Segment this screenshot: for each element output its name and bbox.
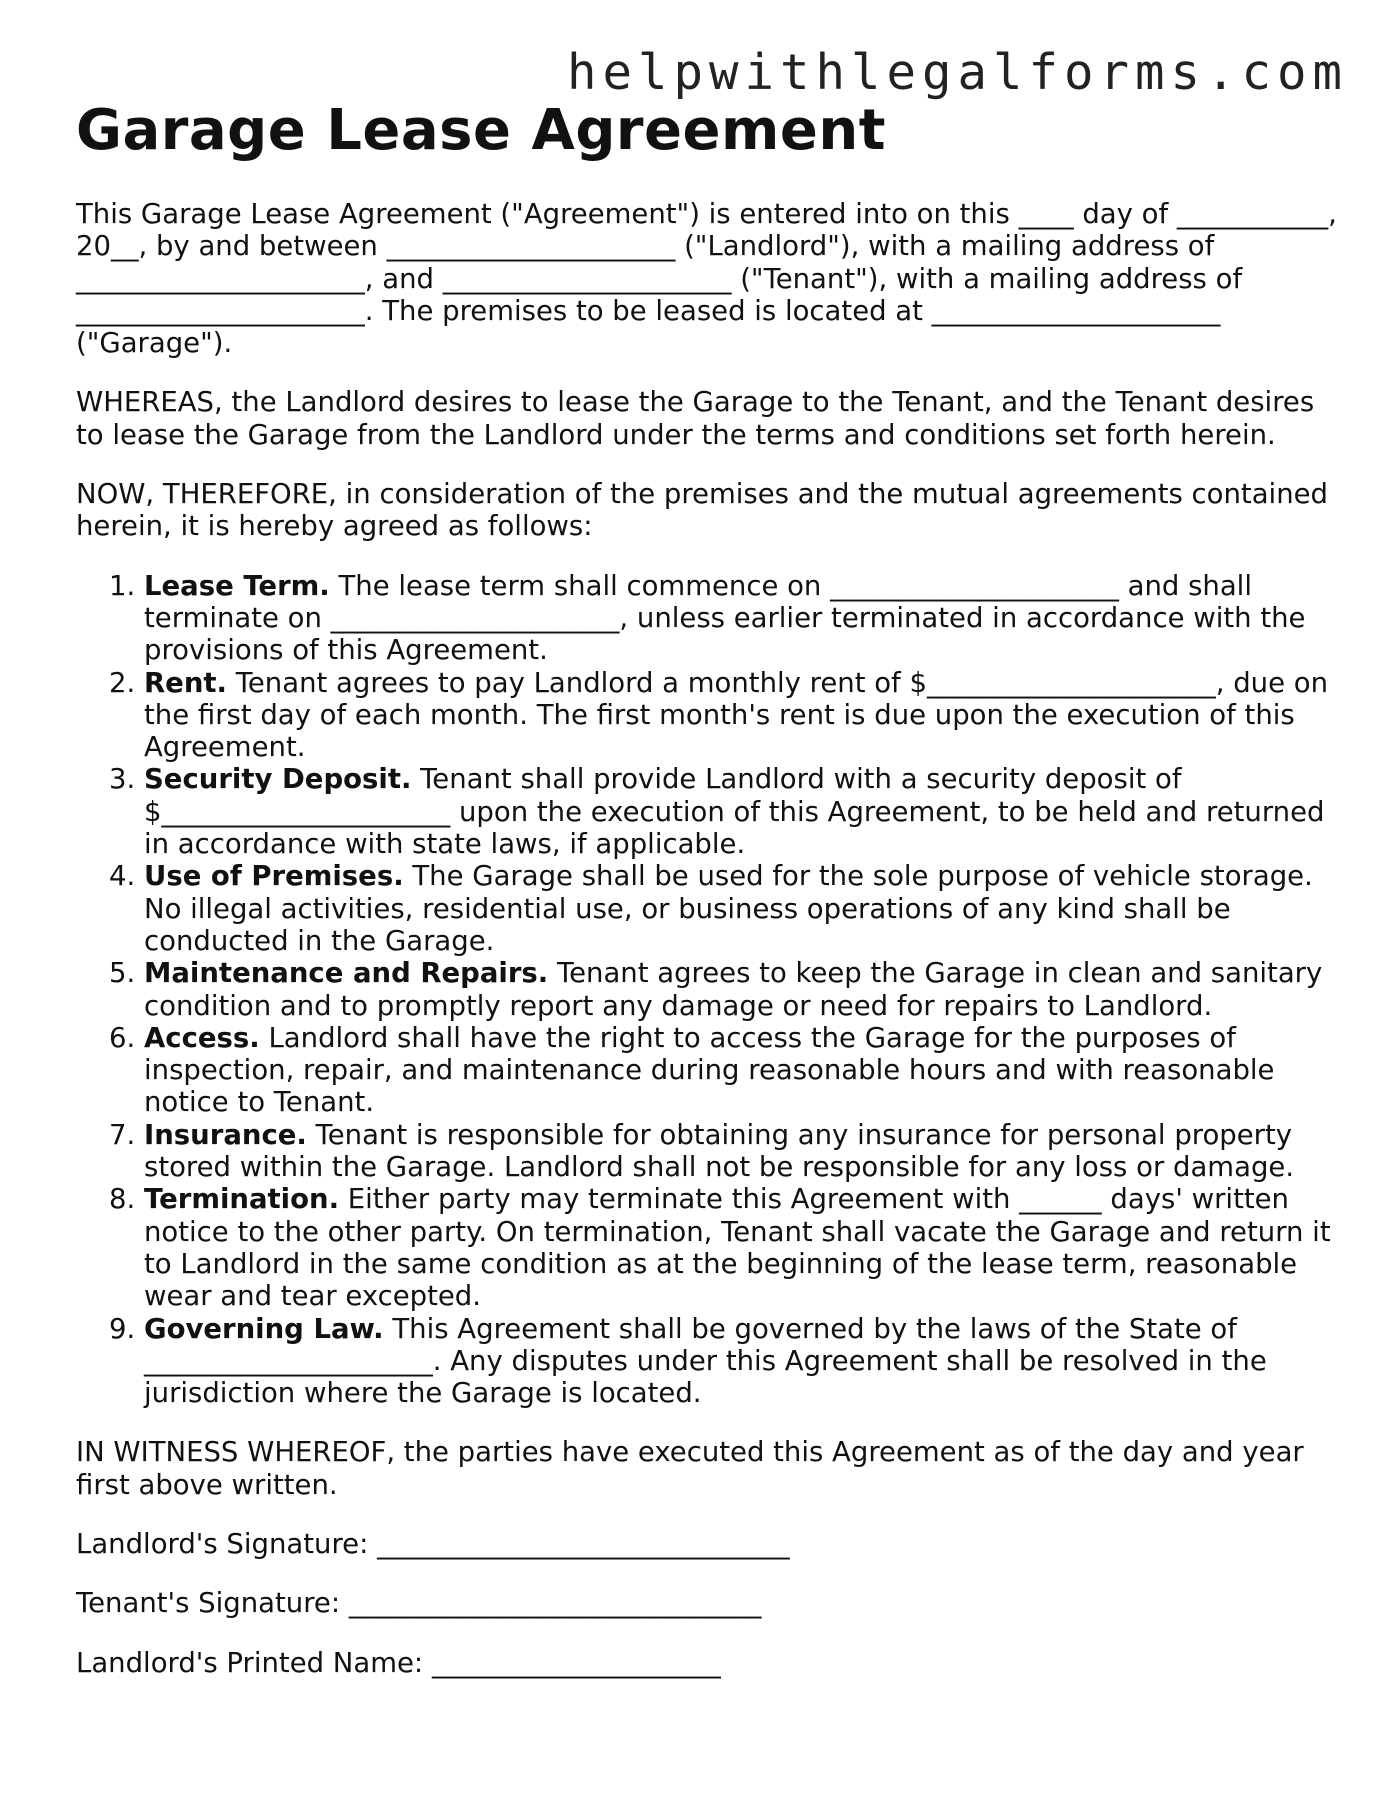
clause-text: Either party may terminate this Agreement with ______ days' written notice to the other party. On termination, Tenant shall vacate the Garage and return it to Landlord in the same condition as at the beginning of the lease term, reasonable wear and tear excepted.	[144, 1183, 1331, 1313]
clause-heading: Maintenance and Repairs.	[144, 957, 549, 990]
clause-text: Tenant is responsible for obtaining any insurance for personal property stored within the Garage. Landlord shall not be responsible for any loss or damage.	[144, 1118, 1295, 1184]
clause-text: Tenant agrees to pay Landlord a monthly rent of $_____________________, due on the first day of each month. The first month's rent is due upon the execution of this Agreement.	[144, 666, 1329, 764]
clause-text: Tenant agrees to keep the Garage in clean and sanitary condition and to promptly report any damage or need for repairs to Landlord.	[144, 957, 1323, 1022]
clause-list	[76, 570, 1338, 1410]
whereas-paragraph: WHEREAS, the Landlord desires to lease the Garage to the Tenant, and the Tenant desires to lease the Garage from the Landlord under the terms and conditions set forth herein.	[76, 386, 1315, 451]
clause-heading: Termination.	[144, 1183, 340, 1216]
witness-paragraph: IN WITNESS WHEREOF, the parties have executed this Agreement as of the day and year first above written.	[76, 1436, 1304, 1501]
intro-paragraph: This Garage Lease Agreement ("Agreement") is entered into on this ____ day of ___________, 20__, by and between _____________________ ("Landlord"), with a mailing address of _____________________, and _____________________ ("Tenant"), with a mailing address of _____________________. The premises to be leased is located at _____________________ ("Garage").	[76, 198, 1337, 360]
clause-maintenance-and-repairs	[144, 957, 1338, 1022]
clause-heading: Use of Premises.	[144, 860, 404, 893]
page-title: Garage Lease Agreement	[76, 98, 886, 163]
clause-heading: Governing Law.	[144, 1312, 384, 1345]
landlord-printed-name-line: Landlord's Printed Name: _____________________	[76, 1646, 721, 1679]
clause-heading: Access.	[144, 1021, 260, 1054]
clause-security-deposit	[144, 763, 1338, 860]
clause-heading: Insurance.	[144, 1118, 307, 1151]
clause-text: Tenant shall provide Landlord with a security deposit of $_____________________ upon the execution of this Agreement, to be held and returned in accordance with state laws, if applicable.	[144, 763, 1325, 861]
clause-access	[144, 1022, 1338, 1119]
clause-text: This Agreement shall be governed by the laws of the State of _____________________. Any disputes under this Agreement shall be resolved in the jurisdiction where the Garage is located.	[144, 1312, 1267, 1410]
landlord-signature-line: Landlord's Signature: ______________________________	[76, 1527, 790, 1560]
now-therefore-paragraph: NOW, THEREFORE, in consideration of the premises and the mutual agreements contained herein, it is hereby agreed as follows:	[76, 478, 1329, 543]
clause-text: The Garage shall be used for the sole purpose of vehicle storage. No illegal activities, residential use, or business operations of any kind shall be conducted in the Garage.	[144, 860, 1313, 957]
clause-use-of-premises	[144, 860, 1338, 957]
agreement-body	[76, 198, 1338, 1706]
site-watermark: helpwithlegalforms.com	[566, 44, 1348, 101]
clause-heading: Rent.	[144, 666, 227, 699]
tenant-signature-line: Tenant's Signature: ______________________________	[76, 1587, 762, 1620]
clause-termination	[144, 1183, 1338, 1312]
clause-text: The lease term shall commence on _____________________ and shall terminate on _____________________, unless earlier terminated in accordance with the provisions of this Agreement.	[144, 569, 1306, 667]
clause-heading: Lease Term.	[144, 569, 330, 602]
clause-text: Landlord shall have the right to access the Garage for the purposes of inspection, repair, and maintenance during reasonable hours and with reasonable notice to Tenant.	[144, 1021, 1275, 1119]
clause-heading: Security Deposit.	[144, 763, 412, 796]
clause-insurance	[144, 1119, 1338, 1184]
clause-governing-law	[144, 1313, 1338, 1410]
clause-lease-term	[144, 570, 1338, 667]
clause-rent	[144, 667, 1338, 764]
